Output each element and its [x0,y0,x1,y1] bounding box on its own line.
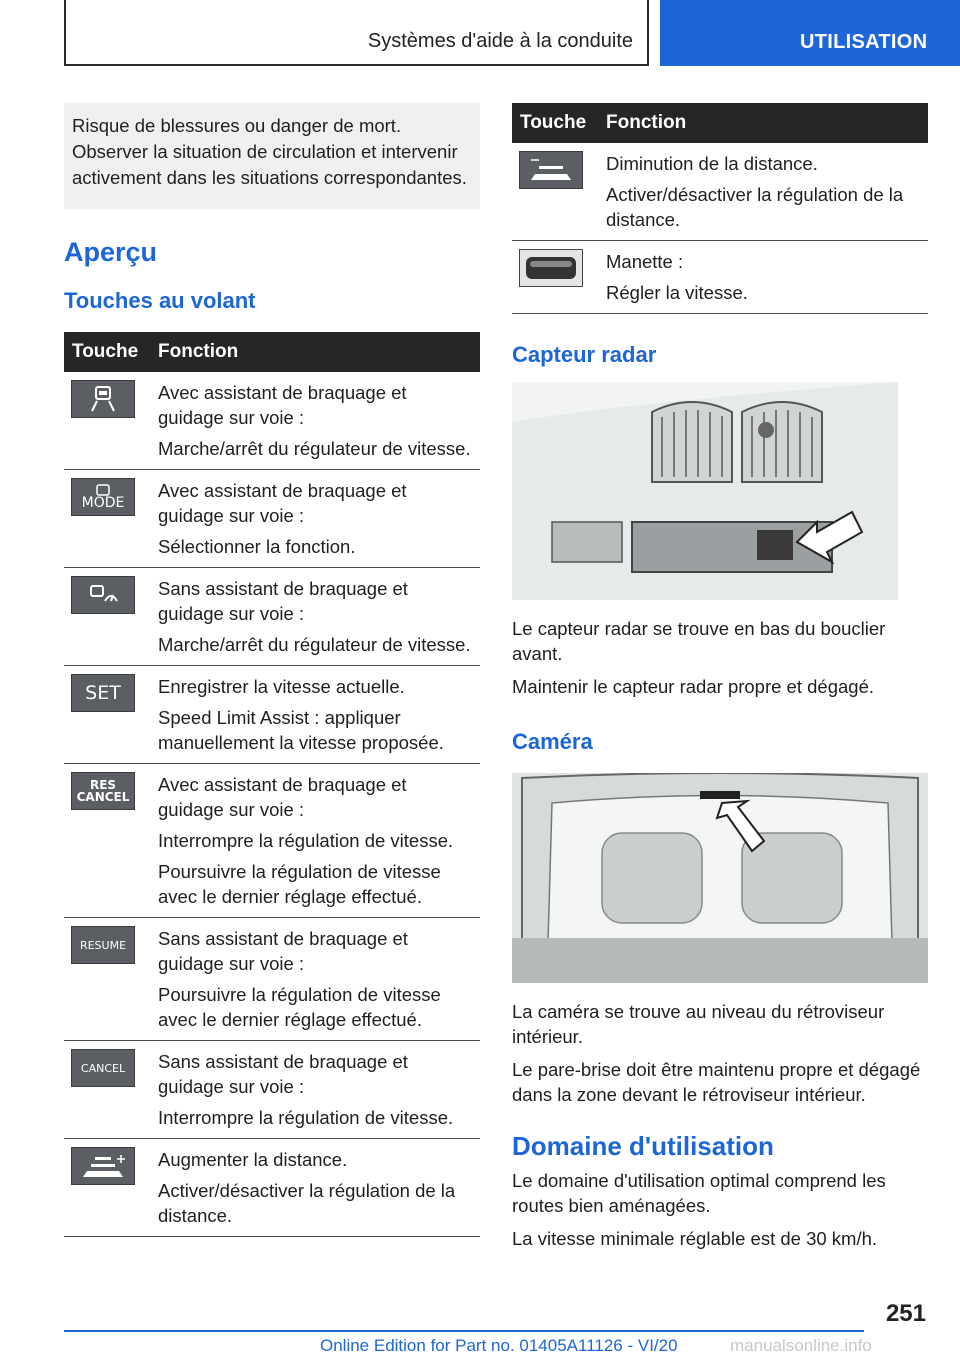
cruise-control-icon [71,576,135,614]
col-header-key: Touche [512,103,598,143]
row5-line3: Poursuivre la régulation de vitesse avec le dernier réglage effectué. [158,861,441,907]
row3-line2: Marche/arrêt du régulateur de vitesse. [158,634,471,655]
row2-line2: Sélectionner la fonction. [158,536,356,557]
heading-radar: Capteur radar [512,342,657,367]
right-column [512,103,928,1251]
row5-line2: Interrompre la régulation de vitesse. [158,830,454,851]
footer-rule [64,1330,864,1332]
res-cancel-button-icon: RES CANCEL [71,772,135,810]
heading-camera: Caméra [512,729,593,754]
header-title-box [64,0,649,66]
row2-line1: Avec assistant de braquage et guidage sur voie : [158,480,407,526]
table-row [64,764,480,918]
table-row [512,143,928,241]
cancel-button-icon: CANCEL [71,1049,135,1087]
distance-minus-icon [519,151,583,189]
table-row [64,1041,480,1139]
heading-domain: Domaine d'utilisation [512,1131,774,1161]
steering-keys-table [64,332,480,1237]
row5-line1: Avec assistant de braquage et guidage sur voie : [158,774,407,820]
row6-line2: Poursuivre la régulation de vitesse avec le dernier réglage effectué. [158,984,441,1030]
rocker-switch-icon [519,249,583,287]
radar-illustration [512,382,898,600]
radar-p1: Le capteur radar se trouve en bas du bouclier avant. [512,618,886,664]
domain-text [512,1168,928,1251]
camera-illustration [512,773,928,983]
distance-plus-icon [71,1147,135,1185]
steering-keys-table-continued [512,103,928,314]
edition-text: Online Edition for Part no. 01405A11126 - VI/20 [320,1336,678,1355]
camera-p1: La caméra se trouve au niveau du rétroviseur intérieur. [512,1001,885,1047]
table-row [64,372,480,470]
resume-button-icon: RESUME [71,926,135,964]
row8-line2: Activer/désactiver la régulation de la distance. [158,1180,456,1226]
table-row [64,470,480,568]
domain-p2: La vitesse minimale réglable est de 30 km/h. [512,1228,878,1249]
row4-line1: Enregistrer la vitesse actuelle. [158,676,405,697]
watermark: manualsonline.info [730,1336,872,1355]
mode-button-icon: MODE [71,478,135,516]
camera-p2: Le pare-brise doit être maintenu propre et dégagé dans la zone devant le rétroviseur intérieur. [512,1059,921,1105]
header-section: UTILISATION [800,31,928,53]
rrow1-line2: Activer/désactiver la régulation de la distance. [606,184,904,230]
camera-text [512,999,928,1107]
rrow1-line1: Diminution de la distance. [606,153,818,174]
heading-apercu: Aperçu [64,237,158,267]
header-section-tab [660,0,960,66]
row8-line1: Augmenter la distance. [158,1149,348,1170]
row1-line2: Marche/arrêt du régulateur de vitesse. [158,438,471,459]
table-header-row [64,332,480,372]
col-header-function: Fonction [598,103,928,143]
table-row [512,241,928,314]
radar-p2: Maintenir le capteur radar propre et dégagé. [512,676,874,697]
col-header-function: Fonction [150,332,480,372]
row3-line1: Sans assistant de braquage et guidage sur voie : [158,578,408,624]
table-row [64,666,480,764]
row1-line1: Avec assistant de braquage et guidage sur voie : [158,382,407,428]
subheading-steering-keys: Touches au volant [64,288,256,313]
row6-line1: Sans assistant de braquage et guidage sur voie : [158,928,408,974]
rrow2-line1: Manette : [606,251,684,272]
domain-p1: Le domaine d'utilisation optimal comprend les routes bien aménagées. [512,1170,886,1216]
row7-line2: Interrompre la régulation de vitesse. [158,1107,454,1128]
warning-box [64,103,480,209]
header-title: Systèmes d'aide à la conduite [367,30,633,52]
lane-assist-steering-icon [71,380,135,418]
page-number: 251 [885,1300,926,1327]
row4-line2: Speed Limit Assist : appliquer manuellement la vitesse proposée. [158,707,444,753]
table-row [64,1139,480,1237]
col-header-key: Touche [64,332,150,372]
rrow2-line2: Régler la vitesse. [606,282,748,303]
warning-text: Risque de blessures ou danger de mort. Observer la situation de circulation et intervenir activement dans les situations correspondantes. [72,115,467,188]
row7-line1: Sans assistant de braquage et guidage sur voie : [158,1051,408,1097]
radar-text [512,616,928,699]
table-row [64,918,480,1041]
left-column [64,103,480,1237]
table-row [64,568,480,666]
set-button-icon: SET [71,674,135,712]
table-header-row [512,103,928,143]
